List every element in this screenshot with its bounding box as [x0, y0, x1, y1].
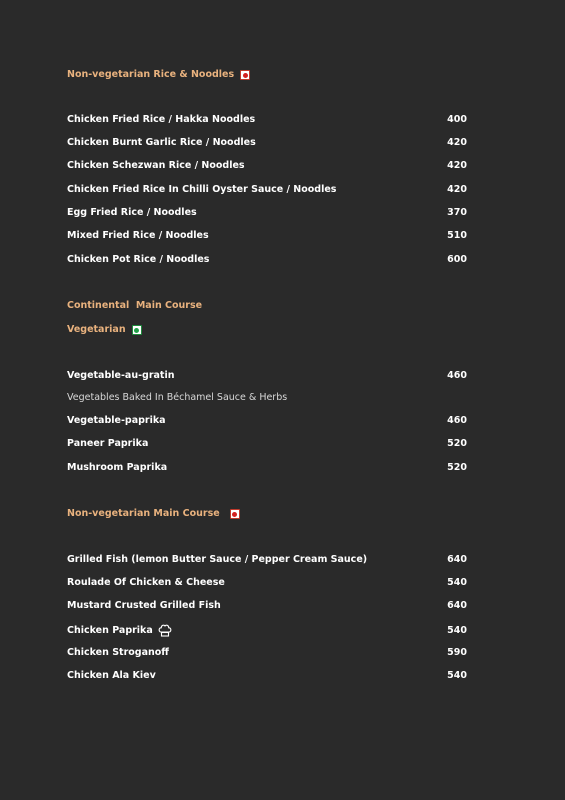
item-price: 640: [447, 554, 467, 565]
section-title-text: Non-vegetarian Rice & Noodles: [67, 69, 235, 80]
item-name: Chicken Pot Rice / Noodles: [67, 254, 210, 265]
section-title-text: Continental Main Course: [67, 300, 203, 311]
item-price: 510: [447, 230, 467, 241]
menu-item: [67, 600, 467, 612]
item-price: 460: [447, 370, 467, 381]
item-price: 640: [447, 600, 467, 611]
menu-item: [67, 577, 467, 589]
item-name: Mustard Crusted Grilled Fish: [67, 600, 221, 611]
section-title-text: Vegetarian: [67, 324, 126, 335]
item-name: Chicken Schezwan Rice / Noodles: [67, 160, 245, 171]
menu-item: [67, 462, 467, 474]
veg-icon: [132, 325, 142, 335]
menu-item: [67, 254, 467, 266]
non-veg-icon: [240, 70, 250, 80]
section-title-nonveg-main: [67, 508, 240, 520]
item-price: 400: [447, 114, 467, 125]
item-description: Vegetables Baked In Béchamel Sauce & Herbs: [67, 392, 288, 403]
item-price: 540: [447, 577, 467, 588]
menu-item: [67, 554, 467, 566]
item-price: 420: [447, 160, 467, 171]
item-price: 540: [447, 670, 467, 681]
menu-item: [67, 207, 467, 219]
menu-item: [67, 370, 467, 382]
item-price: 590: [447, 647, 467, 658]
item-name: Mixed Fried Rice / Noodles: [67, 230, 209, 241]
menu-item: [67, 230, 467, 242]
item-price: 540: [447, 624, 467, 636]
item-price: 420: [447, 184, 467, 195]
section-title-nonveg-rice: [67, 69, 250, 81]
item-price: 420: [447, 137, 467, 148]
item-name: Vegetable-au-gratin: [67, 370, 175, 381]
item-price: 600: [447, 254, 467, 265]
item-name: Grilled Fish (lemon Butter Sauce / Pepper Cream Sauce): [67, 554, 368, 565]
item-name: Vegetable-paprika: [67, 415, 166, 426]
menu-item: [67, 647, 467, 659]
item-name: Paneer Paprika: [67, 438, 149, 449]
item-name: Chicken Fried Rice / Hakka Noodles: [67, 114, 256, 125]
item-name: Chicken Ala Kiev: [67, 670, 156, 681]
menu-item: [67, 670, 467, 682]
item-price: 520: [447, 462, 467, 473]
menu-item: [67, 438, 467, 450]
item-name: Chicken Burnt Garlic Rice / Noodles: [67, 137, 256, 148]
menu-item: [67, 160, 467, 172]
menu-item: [67, 137, 467, 149]
menu-item: [67, 624, 467, 637]
item-price: 520: [447, 438, 467, 449]
item-name: Chicken Stroganoff: [67, 647, 169, 658]
menu-item: [67, 114, 467, 126]
subsection-title-vegetarian: [67, 324, 142, 336]
item-name: Chicken Paprika: [67, 624, 153, 636]
item-name-with-icon: [67, 624, 172, 637]
menu-item: [67, 415, 467, 427]
menu-item: [67, 184, 467, 196]
item-price: 460: [447, 415, 467, 426]
item-price: 370: [447, 207, 467, 218]
item-name: Roulade Of Chicken & Cheese: [67, 577, 225, 588]
non-veg-icon: [230, 509, 240, 519]
item-name: Mushroom Paprika: [67, 462, 168, 473]
item-name: Egg Fried Rice / Noodles: [67, 207, 197, 218]
item-name: Chicken Fried Rice In Chilli Oyster Sauce / Noodles: [67, 184, 337, 195]
section-title-continental: [67, 300, 202, 312]
chef-hat-icon: [158, 624, 172, 637]
section-title-text: Non-vegetarian Main Course: [67, 508, 220, 519]
